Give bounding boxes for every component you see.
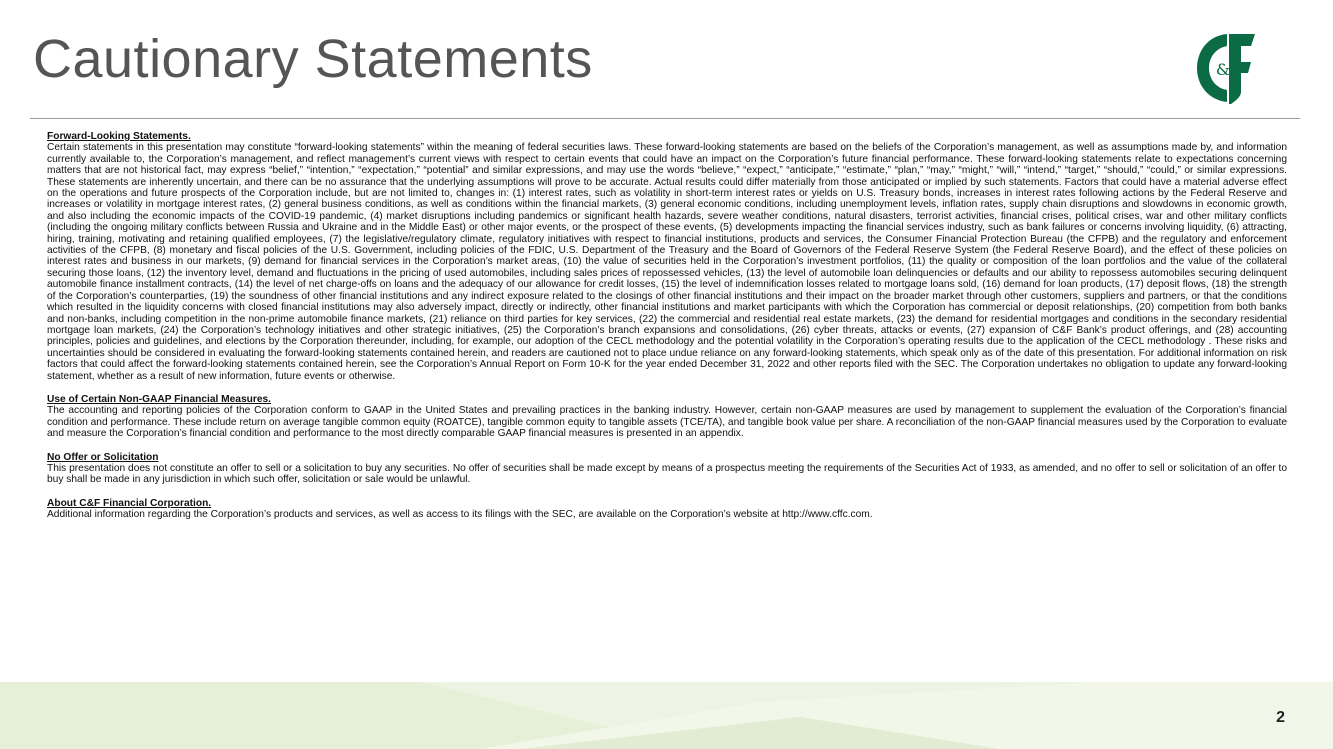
section-heading: Forward-Looking Statements. [47,131,191,142]
section-no-offer [47,452,1287,486]
cf-logo-icon [1193,30,1265,105]
section-body: Certain statements in this presentation may constitute “forward-looking statements” within the meaning of federal securities laws. These forward-looking statements are based on the beliefs of the Corporation’s management, as well as assumptions made by, and information currently available to, the Corporation’s management, and reflect management’s current views with respect to certain events that could have an impact on the Corporation’s future financial performance. These forward-looking statements relate to expectations concerning matters that are not historical fact, may express “belief,” “intention,” “expectation,” “potential” and similar expressions, and may use the words “believe,” “expect,” “anticipate,” “estimate,” “plan,” “may,” “might,” “will,” “intend,” “target,” “should,” “could,” or similar expressions. These statements are inherently uncertain, and there can be no assurance that the underlying assumptions will prove to be accurate. Actual results could differ materially from those anticipated or implied by such statements. Factors that could have a material adverse effect on the operations and future prospects of the Corporation include, but are not limited to, changes in: (1) interest rates, such as volatility in short-term interest rates or yields on U.S. Treasury bonds, increases in interest rates following actions by the Federal Reserve and increases or volatility in mortgage interest rates, (2) general business conditions, as well as conditions within the financial markets, (3) general economic conditions, including unemployment levels, inflation rates, supply chain disruptions and slowdowns in economic growth, and also including the economic impacts of the COVID-19 pandemic, (4) market disruptions including pandemics or significant health hazards, severe weather conditions, natural disasters, terrorist activities, financial crises, political crises, war and other military conflicts (including the ongoing military conflicts between Russia and Ukraine and in the Middle East) or other major events, or the prospect of these events, (5) developments impacting the financial services industry, such as bank failures or concerns involving liquidity, (6) attracting, hiring, training, motivating and retaining qualified employees, (7) the legislative/regulatory climate, regulatory initiatives with respect to financial institutions, products and services, the Consumer Financial Protection Bureau (the CFPB) and the regulatory and enforcement activities of the CFPB, (8) monetary and fiscal policies of the U.S. Government, including policies of the FDIC, U.S. Department of the Treasury and the Board of Governors of the Federal Reserve System (the Federal Reserve Board), and the effect of these policies on interest rates and business in our markets, (9) demand for financial services in the Corporation’s market areas, (10) the value of securities held in the Corporation’s investment portfolios, (11) the quality or composition of the loan portfolios and the value of the collateral securing those loans, (12) the inventory level, demand and fluctuations in the pricing of used automobiles, including sales prices of repossessed vehicles, (13) the level of automobile loan delinquencies or defaults and our ability to repossess automobiles securing delinquent automobile finance installment contracts, (14) the level of net charge-offs on loans and the adequacy of our allowance for credit losses, (15) the level of indemnification losses related to mortgage loans sold, (16) demand for loan products, (17) deposit flows, (18) the strength of the Corporation’s counterparties, (19) the soundness of other financial institutions and any indirect exposure related to the closings of other financial institutions and their impact on the broader market through other customers, suppliers and partners, or that the conditions which resulted in the liquidity concerns with closed financial institutions may also adversely impact, directly or indirectly, other financial institutions and market participants with which the Corporation has commercial or deposit relationships, (20) competition from both banks and non-banks, including competition in the non-prime automobile finance markets, (21) reliance on third parties for key services, (22) the commercial and residential real estate markets, (23) the demand for residential mortgages and conditions in the secondary residential mortgage loan markets, (24) the Corporation’s technology initiatives and other strategic initiatives, (25) the Corporation’s branch expansions and consolidations, (26) cyber threats, attacks or events, (27) expansion of C&F Bank’s product offerings, and (28) accounting principles, policies and guidelines, and elections by the Corporation thereunder, including, for example, our adoption of the CECL methodology and the potential volatility in the Corporation’s operating results due to the application of the CECL methodology . These risks and uncertainties should be considered in evaluating the forward-looking statements contained herein, and readers are cautioned not to place undue reliance on any forward-looking statements, which speak only as of the date of this presentation. For additional information on risk factors that could affect the forward-looking statements contained herein, see the Corporation’s Annual Report on Form 10-K for the year ended December 31, 2022 and other reports filed with the SEC. The Corporation undertakes no obligation to update any forward-looking statement, whether as a result of new information, future events or otherwise. [47,142,1287,382]
disclaimer-content [47,131,1287,533]
section-body: Additional information regarding the Corporation’s products and services, as well as access to its filings with the SEC, are available on the Corporation’s website at http://www.cffc.com. [47,509,873,521]
title-divider [30,118,1300,119]
footer-band [0,682,1333,749]
footer-decoration [0,682,1333,749]
section-non-gaap [47,394,1287,440]
page-number: 2 [1276,709,1285,726]
page-title: Cautionary Statements [33,29,593,89]
svg-text:&: & [1215,60,1231,79]
section-body: The accounting and reporting policies of the Corporation conform to GAAP in the United States and prevailing practices in the banking industry. However, certain non-GAAP measures are used by management to supplement the evaluation of the Corporation’s financial condition and performance. These include return on average tangible common equity (ROATCE), tangible common equity to tangible assets (TCE/TA), and tangible book value per share. A reconciliation of the non-GAAP financial measures used by the Corporation to evaluate and measure the Corporation’s financial condition and performance to the most directly comparable GAAP financial measures is presented in an appendix. [47,405,1287,440]
section-body: This presentation does not constitute an offer to sell or a solicitation to buy any securities. No offer of securities shall be made except by means of a prospectus meeting the requirements of the Securities Act of 1933, as amended, and no offer to sell or solicitation of an offer to buy shall be made in any jurisdiction in which such offer, solicitation or sale would be unlawful. [47,462,1287,486]
section-heading: No Offer or Solicitation [47,451,159,463]
section-about [47,498,1287,521]
section-heading: Use of Certain Non-GAAP Financial Measures. [47,393,271,405]
section-heading: About C&F Financial Corporation. [47,497,212,509]
section-forward-looking [47,131,1287,382]
